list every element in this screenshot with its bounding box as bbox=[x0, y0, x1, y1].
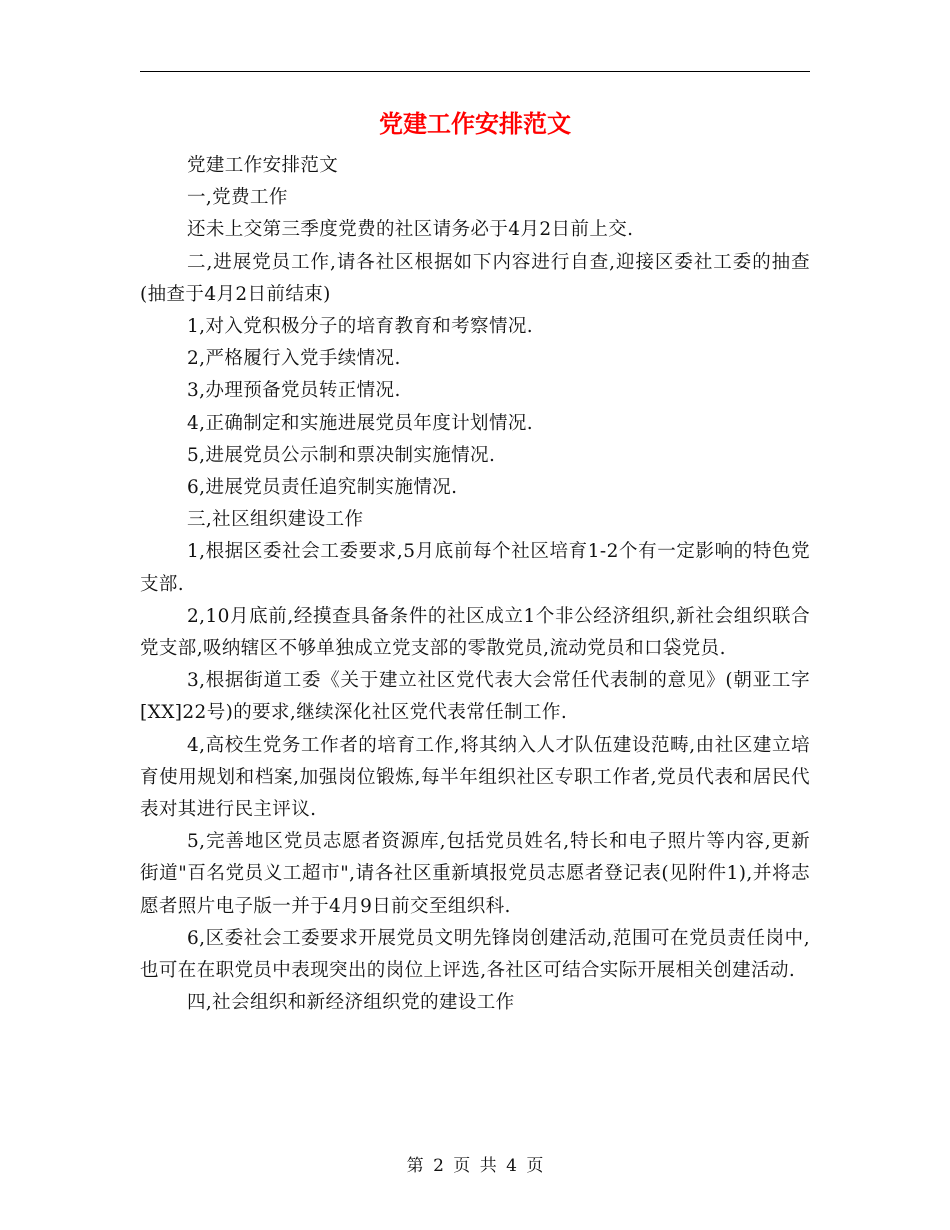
list-item: 1,对入党积极分子的培育教育和考察情况. bbox=[187, 316, 534, 338]
list-item: 5,完善地区党员志愿者资源库,包括党员姓名,特长和电子照片等内容,更新街道"百名党员义工超市",请各社区重新填报党员志愿者登记表(见附件1),并将志愿者照片电子版一并于4月9日前交至组织科. bbox=[140, 831, 810, 917]
list-item: 4,高校生党务工作者的培育工作,将其纳入人才队伍建设范畴,由社区建立培育使用规划和档案,加强岗位锻炼,每半年组织社区专职工作者,党员代表和居民代表对其进行民主评议. bbox=[140, 734, 810, 821]
header-rule bbox=[140, 71, 810, 72]
list-item: 2,10月底前,经摸查具备条件的社区成立1个非公经济组织,新社会组织联合党支部,吸纳辖区不够单独成立党支部的零散党员,流动党员和口袋党员. bbox=[140, 605, 810, 660]
list-item: 4,正确制定和实施进展党员年度计划情况. bbox=[187, 412, 534, 434]
paragraph: 还未上交第三季度党费的社区请务必于4月2日前上交. bbox=[187, 219, 634, 241]
document-body bbox=[140, 150, 810, 1019]
list-item: 1,根据区委社会工委要求,5月底前每个社区培育1-2个有一定影响的特色党支部. bbox=[140, 541, 810, 595]
document-title: 党建工作安排范文 bbox=[379, 109, 571, 138]
list-item: 2,严格履行入党手续情况. bbox=[187, 348, 401, 370]
section-heading: 一,党费工作 bbox=[187, 187, 288, 209]
list-item: 3,办理预备党员转正情况. bbox=[187, 380, 401, 402]
section-heading: 三,社区组织建设工作 bbox=[187, 509, 364, 531]
section-heading: 四,社会组织和新经济组织党的建设工作 bbox=[187, 992, 515, 1014]
paragraph: 党建工作安排范文 bbox=[187, 155, 339, 176]
list-item: 3,根据街道工委《关于建立社区党代表大会常任代表制的意见》(朝亚工字[XX]22号)的要求,继续深化社区党代表常任制工作. bbox=[140, 670, 810, 724]
page-number-footer: 第 2 页 共 4 页 bbox=[406, 1156, 544, 1176]
section-heading: 二,进展党员工作,请各社区根据如下内容进行自查,迎接区委社工委的抽查(抽查于4月2日前结束) bbox=[140, 251, 810, 305]
list-item: 5,进展党员公示制和票决制实施情况. bbox=[187, 444, 496, 466]
list-item: 6,进展党员责任追究制实施情况. bbox=[187, 477, 458, 499]
list-item: 6,区委社会工委要求开展党员文明先锋岗创建活动,范围可在党员责任岗中,也可在在职党员中表现突出的岗位上评选,各社区可结合实际开展相关创建活动. bbox=[140, 927, 810, 982]
